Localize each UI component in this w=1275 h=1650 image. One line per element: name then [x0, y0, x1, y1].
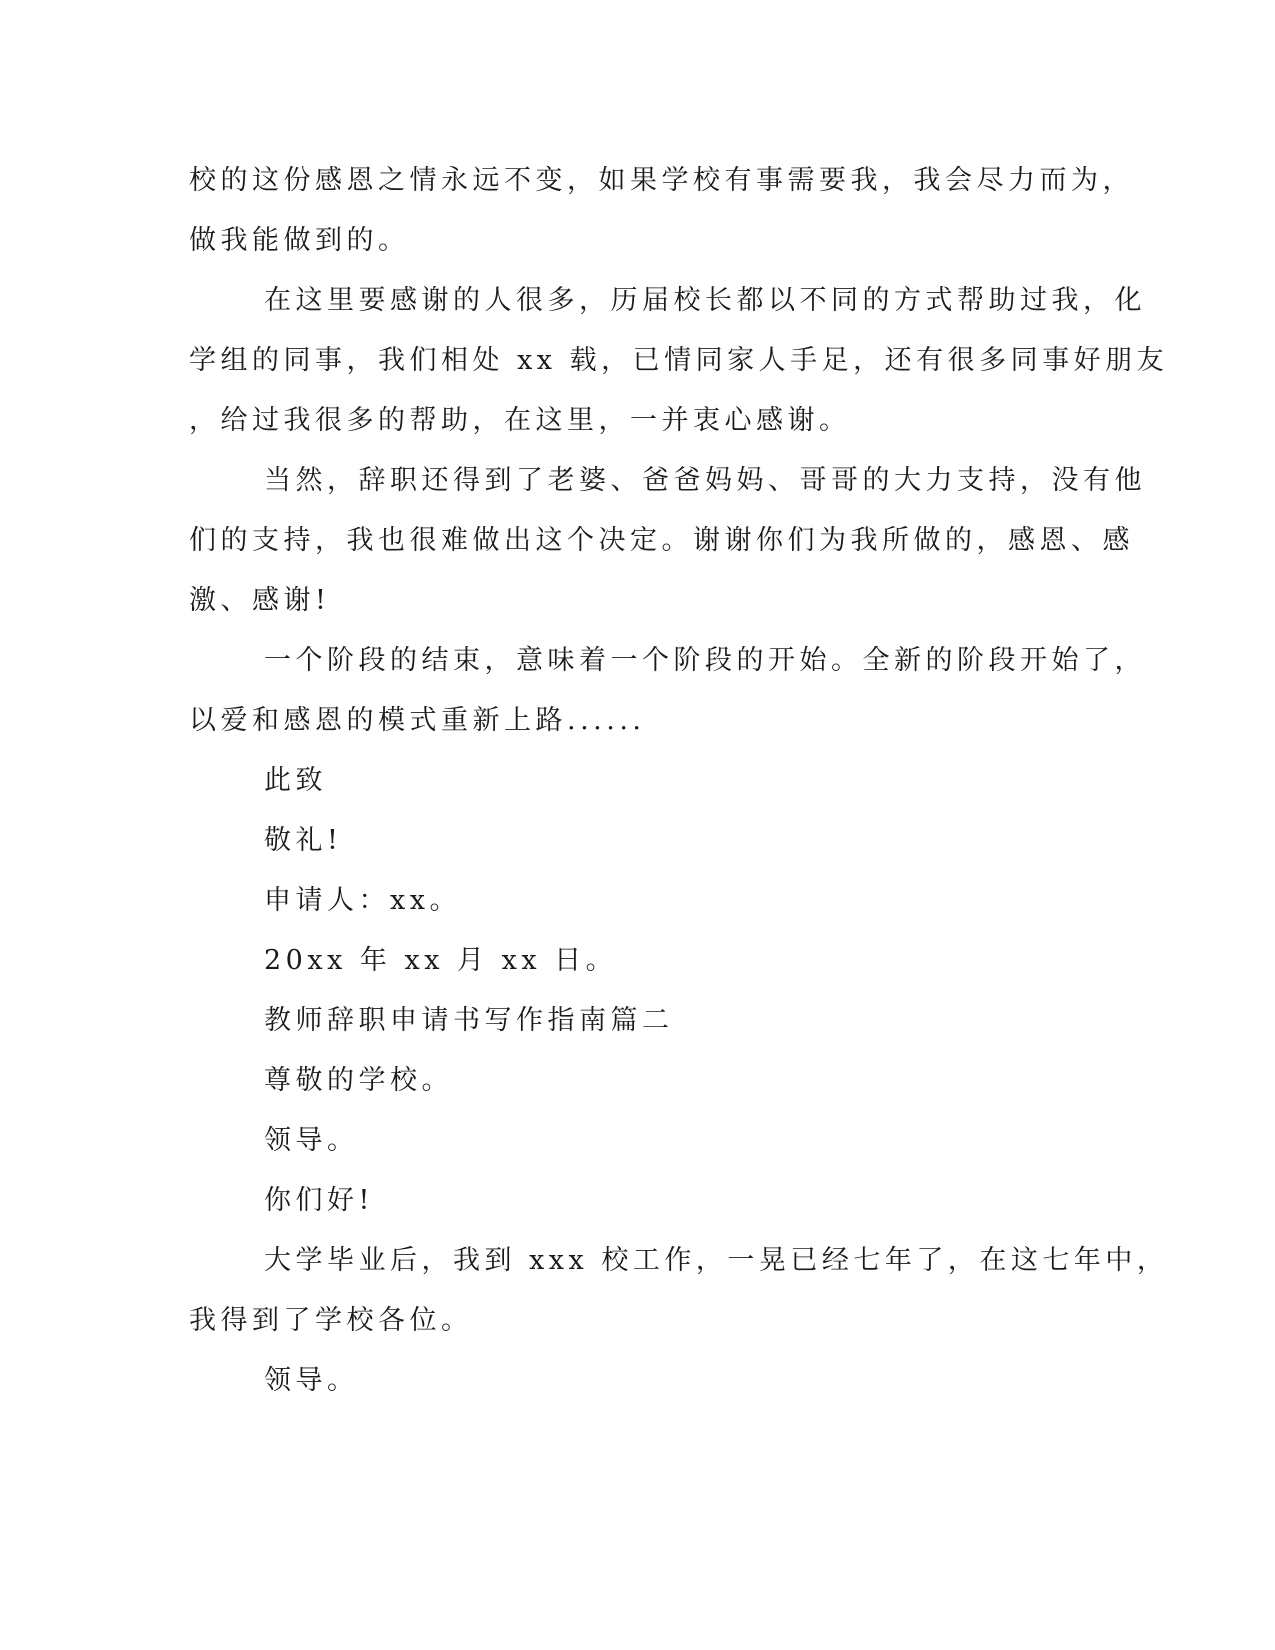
closing-salutation: 此致 — [264, 765, 327, 796]
paragraph-line: 领导。 — [264, 1365, 359, 1396]
paragraph-line: 以爱和感恩的模式重新上路...... — [189, 705, 646, 736]
paragraph-line: 我得到了学校各位。 — [189, 1305, 473, 1336]
section-title: 教师辞职申请书写作指南篇二 — [264, 1005, 674, 1036]
greeting-line: 你们好! — [264, 1185, 374, 1216]
paragraph-line: 在这里要感谢的人很多，历届校长都以不同的方式帮助过我，化 — [264, 285, 1146, 316]
date-line: 20xx 年 xx 月 xx 日。 — [264, 945, 618, 976]
paragraph-line: 大学毕业后，我到 xxx 校工作，一晃已经七年了，在这七年中， — [264, 1245, 1169, 1276]
paragraph-line: 一个阶段的结束，意味着一个阶段的开始。全新的阶段开始了， — [264, 645, 1146, 676]
applicant-line: 申请人：xx。 — [264, 885, 461, 916]
paragraph-line: 校的这份感恩之情永远不变，如果学校有事需要我，我会尽力而为， — [189, 165, 1134, 196]
paragraph-line: 学组的同事，我们相处 xx 载，已情同家人手足，还有很多同事好朋友 — [189, 345, 1169, 376]
greeting-line: 领导。 — [264, 1125, 359, 1156]
greeting-line: 尊敬的学校。 — [264, 1065, 453, 1096]
paragraph-line: ，给过我很多的帮助，在这里，一并衷心感谢。 — [189, 405, 851, 436]
paragraph-line: 做我能做到的。 — [189, 225, 410, 256]
paragraph-line: 激、感谢! — [189, 585, 331, 616]
paragraph-line: 当然，辞职还得到了老婆、爸爸妈妈、哥哥的大力支持，没有他 — [264, 465, 1146, 496]
closing-regards: 敬礼! — [264, 825, 343, 856]
paragraph-line: 们的支持，我也很难做出这个决定。谢谢你们为我所做的，感恩、感 — [189, 525, 1134, 556]
